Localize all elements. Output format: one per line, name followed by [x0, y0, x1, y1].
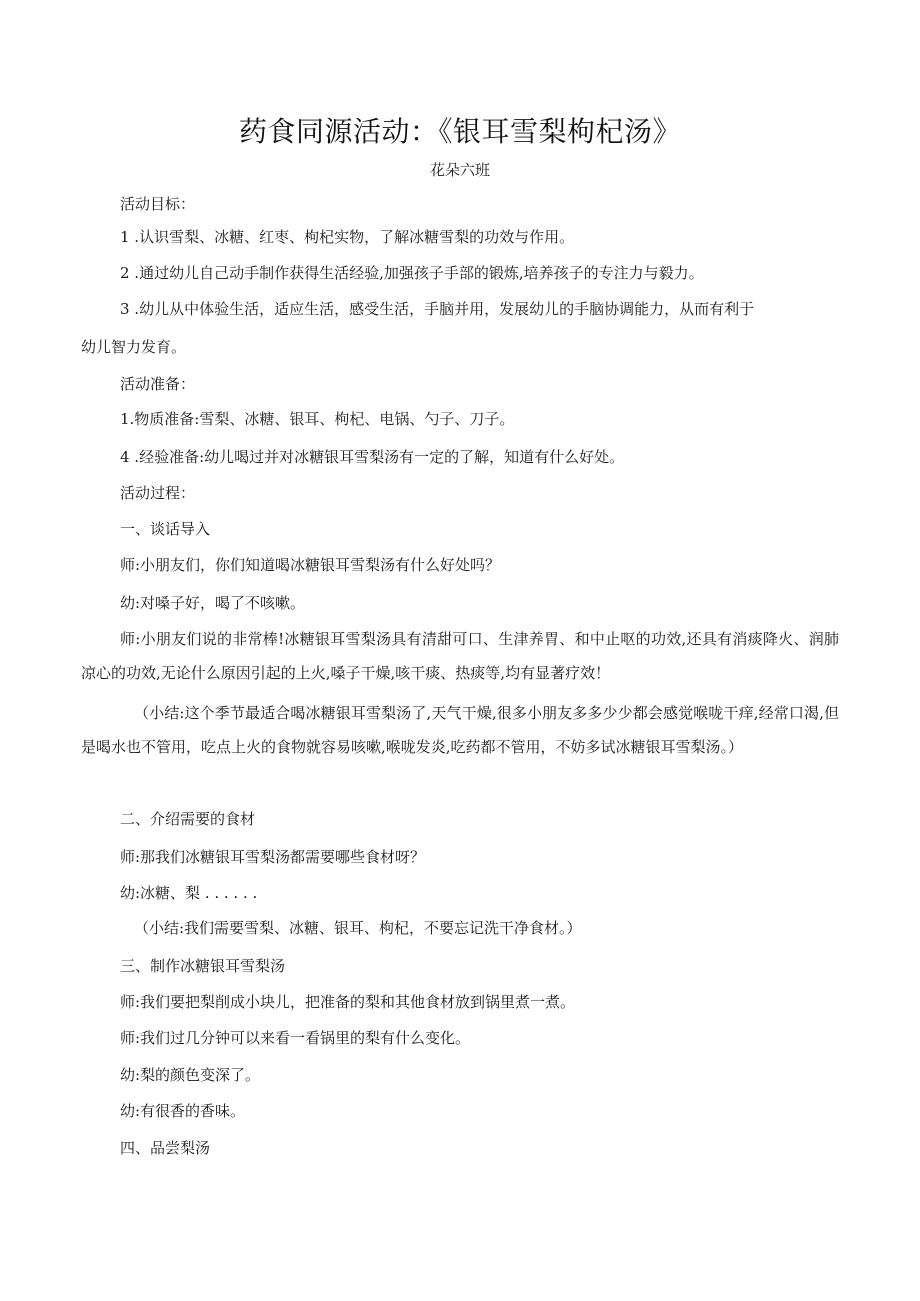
step-heading-1: 一、谈话导入	[120, 520, 211, 538]
dialogue-line: 幼:有很香的香味。	[120, 1102, 246, 1120]
goal-item-3-continued: 幼儿智力发育。	[81, 338, 187, 356]
preparation-materials: 1.物质准备:雪梨、冰糖、银耳、枸杞、电锅、勺子、刀子。	[120, 410, 515, 428]
dialogue-line: 师:那我们冰糖银耳雪梨汤都需要哪些食材呀？	[120, 848, 426, 866]
dialogue-line: 师:我们要把梨削成小块儿，把准备的梨和其他食材放到锅里煮一煮。	[120, 993, 576, 1011]
step-heading-3: 三、制作冰糖银耳雪梨汤	[120, 957, 286, 975]
class-name: 花朵六班	[429, 161, 490, 179]
step-heading-4: 四、品尝梨汤	[120, 1139, 211, 1157]
page-title: 药食同源活动：《银耳雪梨枸杞汤》	[238, 115, 681, 148]
section-heading-goals: 活动目标：	[120, 195, 196, 213]
goal-item-1: 1 .认识雪梨、冰糖、红枣、枸杞实物，了解冰糖雪梨的功效与作用。	[120, 228, 575, 246]
summary-paragraph: （小结:这个季节最适合喝冰糖银耳雪梨汤了,天气干燥,很多小朋友多多少少都会感觉喉咙干痒,经常口渴,但是喝水也不管用，吃点上火的食物就容易咳嗽,喉咙发炎,吃药都不管用，不妨多试冰糖银耳雪梨汤。）	[81, 704, 839, 756]
dialogue-line: 幼:对嗓子好，喝了不咳嗽。	[120, 594, 306, 612]
dialogue-paragraph: 师:小朋友们说的非常棒!冰糖银耳雪梨汤具有清甜可口、生津养胃、和中止呕的功效,还具有消痰降火、润肺凉心的功效,无论什么原因引起的上火,嗓子干燥,咳干痰、热痰等,均有显著疗效！	[81, 630, 839, 682]
dialogue-line: 师:小朋友们，你们知道喝冰糖银耳雪梨汤有什么好处吗？	[120, 556, 501, 574]
preparation-experience: 4 .经验准备:幼儿喝过并对冰糖银耳雪梨汤有一定的了解，知道有什么好处。	[120, 448, 625, 466]
dialogue-line: 幼:冰糖、梨 . . . . . .	[120, 884, 258, 902]
summary-line: （小结:我们需要雪梨、冰糖、银耳、枸杞，不要忘记洗干净食材。）	[134, 919, 582, 937]
goal-item-2: 2 .通过幼儿自己动手制作获得生活经验,加强孩子手部的锻炼,培养孩子的专注力与毅力。	[120, 264, 704, 282]
dialogue-line: 幼:梨的颜色变深了。	[120, 1066, 261, 1084]
goal-item-3: 3 .幼儿从中体验生活，适应生活，感受生活，手脑并用，发展幼儿的手脑协调能力，从而有利于	[120, 300, 755, 318]
dialogue-line: 师:我们过几分钟可以来看一看锅里的梨有什么变化。	[120, 1029, 471, 1047]
section-heading-process: 活动过程：	[120, 484, 196, 502]
section-heading-preparation: 活动准备：	[120, 375, 196, 393]
step-heading-2: 二、介绍需要的食材	[120, 810, 256, 828]
